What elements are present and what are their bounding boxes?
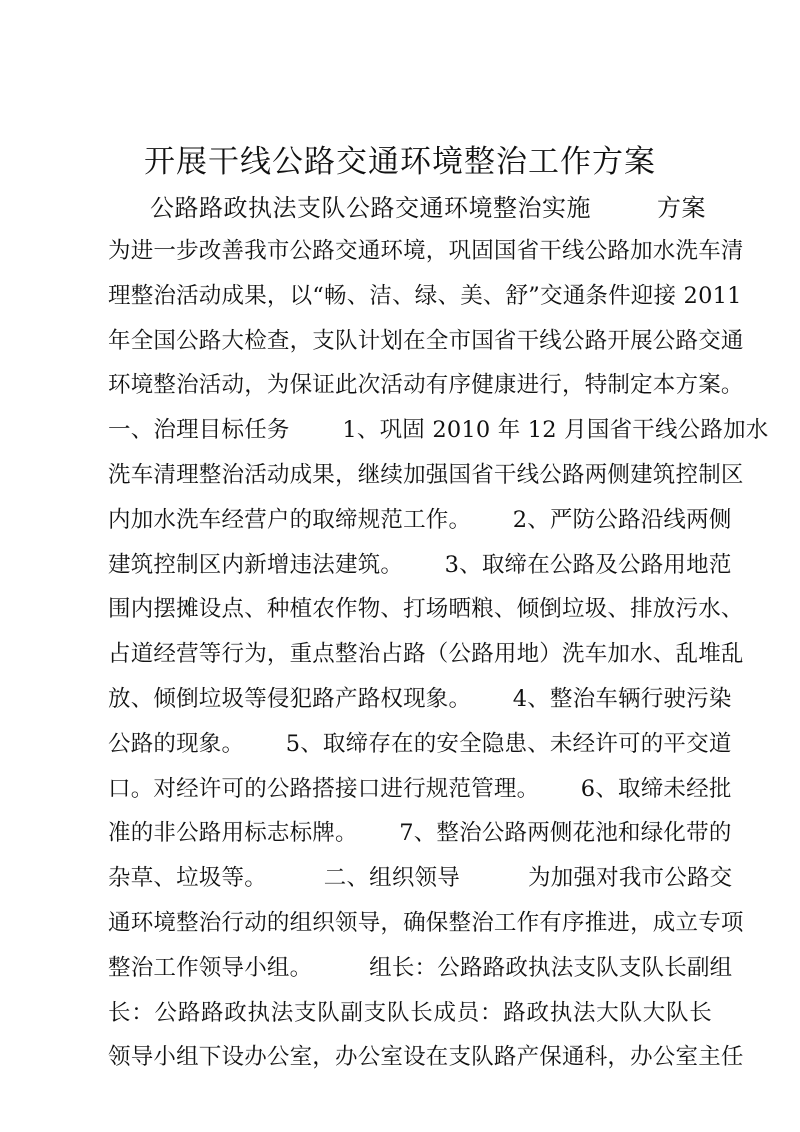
body-line: 通环境整治行动的组织领导，确保整治工作有序推进，成立专项 bbox=[108, 909, 744, 936]
body-line: 内加水洗车经营户的取缔规范工作。 2、严防公路沿线两侧 bbox=[108, 506, 732, 533]
body-line: 围内摆摊设点、种植农作物、打场晒粮、倾倒垃圾、排放污水、 bbox=[108, 596, 744, 623]
subtitle-suffix: 方案 bbox=[657, 194, 706, 222]
body-line: 公路的现象。 5、取缔存在的安全隐患、未经许可的平交道 bbox=[108, 730, 732, 757]
document-body bbox=[108, 229, 769, 1080]
body-line: 占道经营等行为，重点整治占路（公路用地）洗车加水、乱堆乱 bbox=[108, 641, 744, 668]
body-line: 领导小组下设办公室，办公室设在支队路产保通科，办公室主任 bbox=[108, 1044, 744, 1071]
document-title: 开展干线公路交通环境整治工作方案 bbox=[144, 144, 656, 180]
body-line: 为进一步改善我市公路交通环境，巩固国省干线公路加水洗车清 bbox=[108, 238, 744, 264]
body-line: 一、治理目标任务 1、巩固 2010 年 12 月国省干线公路加水 bbox=[108, 417, 769, 444]
document-subtitle bbox=[150, 190, 706, 226]
body-line: 口。对经许可的公路搭接口进行规范管理。 6、取缔未经批 bbox=[108, 775, 732, 802]
subtitle-text: 公路路政执法支队公路交通环境整治实施 bbox=[150, 194, 591, 222]
body-line: 杂草、垃圾等。 二、组织领导 为加强对我市公路交 bbox=[108, 865, 733, 892]
body-line: 年全国公路大检查，支队计划在全市国省干线公路开展公路交通 bbox=[108, 327, 744, 354]
body-line: 环境整治活动，为保证此次活动有序健康进行，特制定本方案。 bbox=[108, 372, 744, 399]
body-line: 放、倾倒垃圾等侵犯路产路权现象。 4、整治车辆行驶污染 bbox=[108, 685, 732, 712]
body-line: 理整治活动成果，以“畅、洁、绿、美、舒”交通条件迎接 2011 bbox=[108, 282, 742, 309]
body-line: 准的非公路用标志标牌。 7、整治公路两侧花池和绿化带的 bbox=[108, 820, 732, 847]
body-line: 整治工作领导小组。 组长：公路路政执法支队支队长副组 bbox=[108, 954, 733, 981]
body-line: 洗车清理整治活动成果，继续加强国省干线公路两侧建筑控制区 bbox=[108, 461, 744, 488]
body-line: 长：公路路政执法支队副支队长成员：路政执法大队大队长 bbox=[108, 999, 712, 1026]
body-line: 建筑控制区内新增违法建筑。 3、取缔在公路及公路用地范 bbox=[108, 551, 732, 578]
